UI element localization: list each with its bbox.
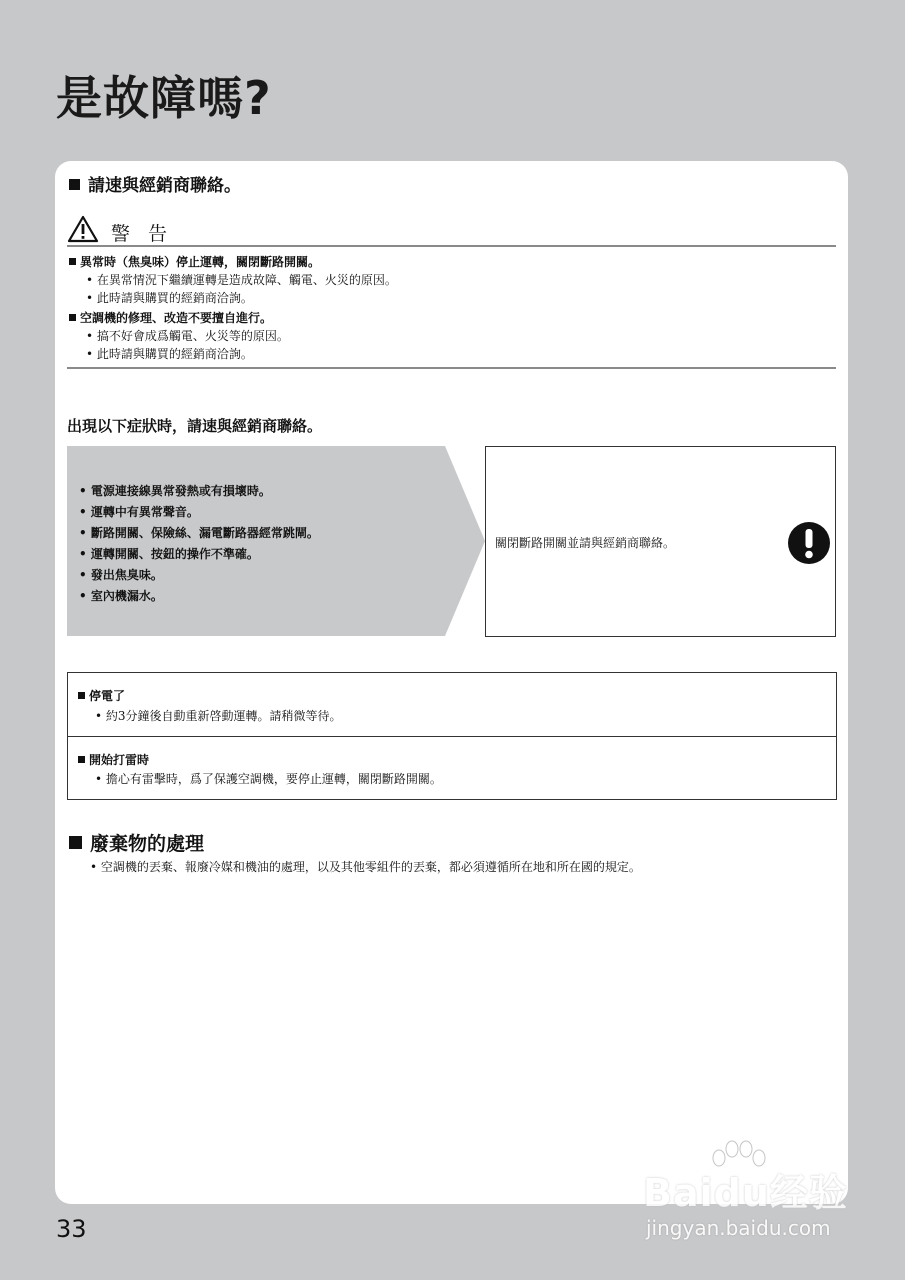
square-bullet-icon bbox=[78, 692, 85, 699]
square-bullet-icon bbox=[69, 836, 82, 849]
contact-section-heading bbox=[69, 171, 241, 196]
contact-heading-text: 請速與經銷商聯絡。 bbox=[88, 176, 241, 196]
warning-triangle-icon bbox=[67, 215, 99, 243]
warning-item-1-heading: 異常時（焦臭味）停止運轉，關閉斷路開關。 bbox=[80, 255, 321, 269]
square-bullet-icon bbox=[69, 179, 80, 190]
symptom-item: • 電源連接線異常發熱或有損壞時。 bbox=[79, 484, 271, 498]
warning-body bbox=[67, 253, 836, 369]
disposal-text: • 空調機的丟棄、報廢冷媒和機油的處理，以及其他零組件的丟棄，都必須遵循所在地和所在國的規定。 bbox=[90, 860, 641, 874]
symptoms-heading: 出現以下症狀時，請速與經銷商聯絡。 bbox=[67, 417, 323, 435]
symptom-item: • 運轉中有異常聲音。 bbox=[79, 505, 199, 519]
notes-divider bbox=[68, 736, 836, 737]
note-2-title-text: 開始打雷時 bbox=[89, 753, 150, 767]
symptom-item: • 發出焦臭味。 bbox=[79, 568, 163, 582]
square-bullet-icon bbox=[78, 756, 85, 763]
disposal-heading bbox=[69, 829, 204, 856]
warning-item-2 bbox=[69, 309, 272, 326]
symptom-item: • 室內機漏水。 bbox=[79, 589, 163, 603]
note-power-outage-text: • 約3分鐘後自動重新啓動運轉。請稍微等待。 bbox=[95, 709, 342, 723]
note-thunder-text: • 擔心有雷擊時，爲了保護空調機，要停止運轉，關閉斷路開關。 bbox=[95, 772, 442, 786]
symptom-item: • 運轉開關、按鈕的操作不準確。 bbox=[79, 547, 259, 561]
exclamation-circle-icon bbox=[787, 521, 831, 565]
warning-item-2-sub-2: • 此時請與購買的經銷商洽詢。 bbox=[86, 347, 253, 361]
content-panel bbox=[55, 161, 848, 1204]
warning-title: 警告 bbox=[111, 223, 186, 245]
square-bullet-icon bbox=[69, 314, 76, 321]
baidu-watermark-logo: Baidu经验 bbox=[643, 1171, 848, 1215]
baidu-watermark-url: jingyan.baidu.com bbox=[646, 1216, 831, 1240]
symptoms-list bbox=[79, 482, 319, 608]
note-thunder-title bbox=[78, 751, 149, 768]
note-power-outage-title bbox=[78, 687, 125, 704]
warning-item-1 bbox=[69, 253, 320, 270]
note-1-title-text: 停電了 bbox=[89, 689, 126, 703]
square-bullet-icon bbox=[69, 258, 76, 265]
warning-item-1-sub-1: • 在異常情況下繼續運轉是造成故障、觸電、火災的原因。 bbox=[86, 273, 397, 287]
warning-header bbox=[67, 215, 836, 247]
page-title: 是故障嗎? bbox=[56, 71, 272, 125]
warning-item-2-heading: 空調機的修理、改造不要擅自進行。 bbox=[80, 311, 273, 325]
disposal-heading-text: 廢棄物的處理 bbox=[90, 833, 205, 855]
page-number: 33 bbox=[56, 1215, 87, 1243]
warning-item-1-sub-2: • 此時請與購買的經銷商洽詢。 bbox=[86, 291, 253, 305]
symptom-item: • 斷路開關、保險絲、漏電斷路器經常跳閘。 bbox=[79, 526, 319, 540]
action-text: 關閉斷路開關並請與經銷商聯絡。 bbox=[495, 536, 676, 550]
action-box bbox=[485, 446, 836, 637]
warning-item-2-sub-1: • 搞不好會成爲觸電、火災等的原因。 bbox=[86, 329, 289, 343]
notes-box bbox=[67, 672, 837, 800]
